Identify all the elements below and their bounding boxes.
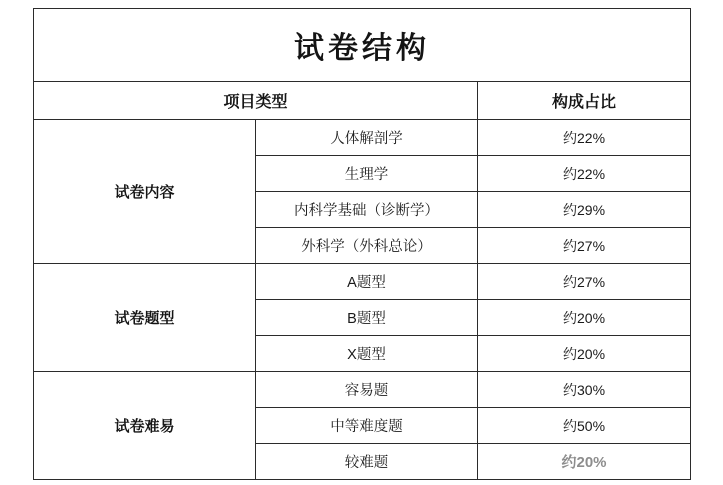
title-row	[34, 9, 691, 82]
item-label: X题型	[256, 336, 478, 372]
table-row	[34, 120, 691, 156]
ratio-value: 约27%	[478, 228, 691, 264]
item-label: 中等难度题	[256, 408, 478, 444]
table-body	[34, 9, 691, 480]
item-label: 人体解剖学	[256, 120, 478, 156]
item-label: 外科学（外科总论）	[256, 228, 478, 264]
item-label: 容易题	[256, 372, 478, 408]
page-title: 试卷结构	[34, 9, 691, 82]
ratio-value: 约22%	[478, 120, 691, 156]
ratio-value: 约20%	[478, 444, 691, 480]
exam-structure-table	[33, 8, 691, 480]
ratio-value: 约30%	[478, 372, 691, 408]
item-label: 内科学基础（诊断学）	[256, 192, 478, 228]
group-label-question-types: 试卷题型	[34, 264, 256, 372]
ratio-value: 约20%	[478, 336, 691, 372]
item-label: A题型	[256, 264, 478, 300]
group-label-difficulty: 试卷难易	[34, 372, 256, 480]
table-row	[34, 264, 691, 300]
item-label: 较难题	[256, 444, 478, 480]
ratio-value: 约50%	[478, 408, 691, 444]
ratio-value: 约27%	[478, 264, 691, 300]
item-label: B题型	[256, 300, 478, 336]
ratio-value: 约20%	[478, 300, 691, 336]
column-header-ratio: 构成占比	[478, 82, 691, 120]
ratio-value: 约29%	[478, 192, 691, 228]
table-row	[34, 372, 691, 408]
ratio-value: 约22%	[478, 156, 691, 192]
group-label-content: 试卷内容	[34, 120, 256, 264]
header-row	[34, 82, 691, 120]
column-header-category: 项目类型	[34, 82, 478, 120]
item-label: 生理学	[256, 156, 478, 192]
